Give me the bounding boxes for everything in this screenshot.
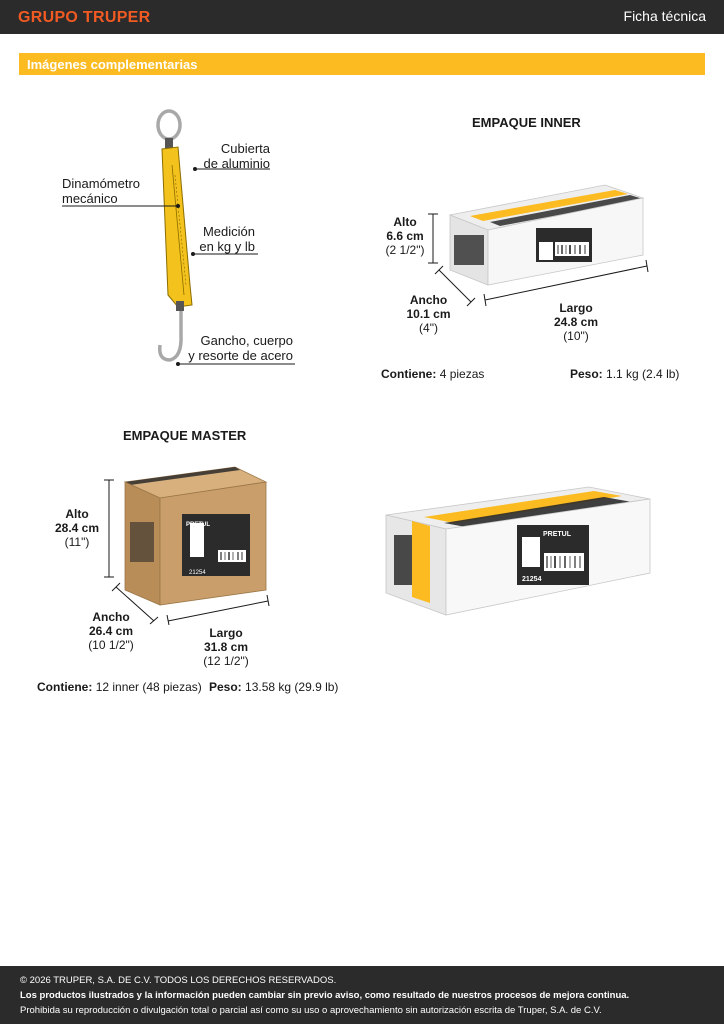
large-box-code: 21254 xyxy=(522,576,542,583)
footer xyxy=(0,966,724,1024)
section-title: Imágenes complementarias xyxy=(27,57,198,72)
footer-prohibition: Prohibida su reproducción o divulgación total o parcial así como su uso o aprovechamiento sin autorización escrita de Truper, S.A. de C.V. xyxy=(20,1005,602,1016)
brand-logo: GRUPO TRUPER xyxy=(18,9,151,26)
large-box-brand: PRETUL xyxy=(543,531,571,538)
label-dynamometer: Dinamómetro mecánico xyxy=(62,176,141,206)
inner-largo: Largo 24.8 cm (10") xyxy=(553,301,599,343)
inner-title: EMPAQUE INNER xyxy=(472,115,581,130)
master-largo: Largo 31.8 cm (12 1/2") xyxy=(203,626,249,668)
inner-alto: Alto 6.6 cm (2 1/2") xyxy=(385,215,425,257)
inner-ancho: Ancho 10.1 cm (4") xyxy=(406,293,451,335)
master-box-brand: PRETUL xyxy=(186,522,210,528)
doc-type-label: Ficha técnica xyxy=(623,8,706,24)
large-box-illustration xyxy=(384,485,654,620)
inner-peso: Peso: 1.1 kg (2.4 lb) xyxy=(570,367,680,381)
top-bar xyxy=(0,0,724,34)
master-dimension-lines xyxy=(100,475,280,625)
master-box-code: 21254 xyxy=(189,570,206,576)
master-ancho: Ancho 26.4 cm (10 1/2") xyxy=(88,610,134,652)
master-title: EMPAQUE MASTER xyxy=(123,428,247,443)
label-measure: Medición en kg y lb xyxy=(199,224,255,254)
section-title-bar xyxy=(19,53,705,75)
master-alto: Alto 28.4 cm (11") xyxy=(54,507,100,549)
footer-notice: Los productos ilustrados y la información pueden cambiar sin previo aviso, como resultado de nuestros procesos de mejora continua. xyxy=(20,990,630,1001)
inner-dimension-lines xyxy=(425,208,655,318)
footer-copyright: © 2026 TRUPER, S.A. DE C.V. TODOS LOS DERECHOS RESERVADOS. xyxy=(20,975,337,986)
label-hook: Gancho, cuerpo y resorte de acero xyxy=(188,333,293,363)
master-contiene: Contiene: 12 inner (48 piezas) xyxy=(37,680,202,694)
inner-contiene: Contiene: 4 piezas xyxy=(381,367,485,381)
master-peso: Peso: 13.58 kg (29.9 lb) xyxy=(209,680,339,694)
label-cover: Cubierta de aluminio xyxy=(203,141,270,171)
